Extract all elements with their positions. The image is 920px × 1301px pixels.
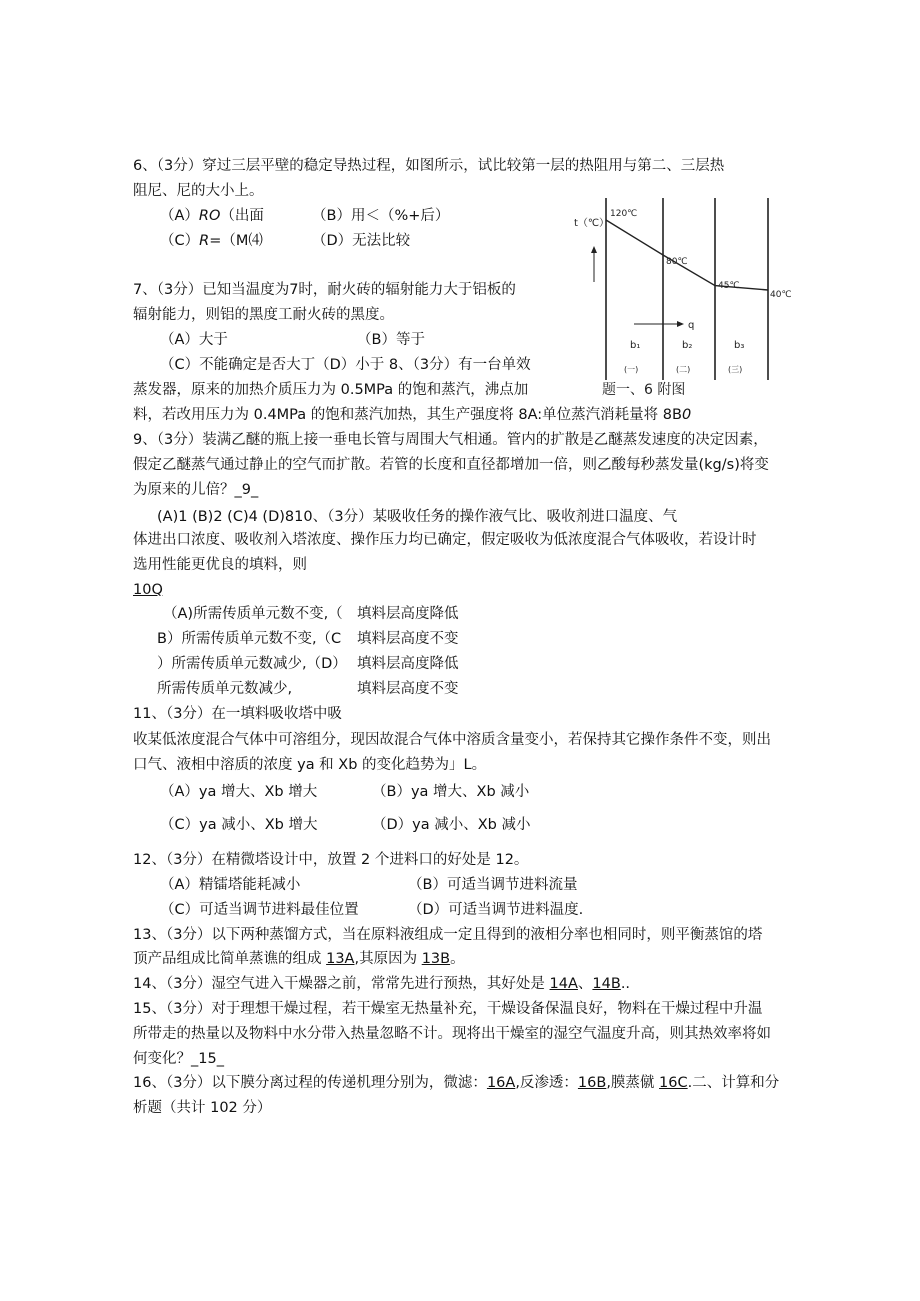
- blank-13a: 13A: [326, 951, 355, 967]
- q6-line1: 6、（3分）穿过三层平壁的稳定导热过程，如图所示，试比较第一层的热阻用与第二、三层热: [133, 158, 725, 174]
- q7-option-a: （A）大于: [160, 332, 228, 348]
- heat-flow-label: q: [688, 320, 695, 331]
- q16-line2: 析题（共计 102 分）: [133, 1100, 272, 1116]
- figure-caption: 题一、6 附图: [602, 382, 686, 398]
- layer-mark-3: (三): [728, 365, 743, 374]
- layer-label-b1: b₁: [630, 340, 641, 351]
- q10-opt-r3a: ）所需传质单元数减少,（D）: [157, 656, 347, 672]
- q10-opt-r1a: （A)所需传质单元数不变,（: [163, 606, 343, 622]
- q10-opt-r3b: 填料层高度降低: [357, 656, 459, 672]
- q12-line1: 12、（3分）在精微塔设计中，放置 2 个进料口的好处是 12。: [133, 852, 529, 868]
- blank-14b: 14B: [592, 976, 621, 992]
- q13-line2: 顶产品组成比简单蒸谯的组成 13A,其原因为 13B。: [133, 951, 465, 967]
- q10-opt-r2a: B）所需传质单元数不变,（C: [157, 631, 342, 647]
- q12-option-b: （B）可适当调节进料流量: [408, 877, 578, 893]
- q14-line: 14、（3分）湿空气进入干燥器之前，常常先进行预热，其好处是 14A、14B..: [133, 976, 631, 992]
- q10-blank: 10Q: [133, 582, 163, 598]
- q11-option-a: （A）ya 增大、Xb 增大: [160, 784, 318, 800]
- blank-16a: 16A: [486, 1075, 516, 1091]
- q11-line1: 11、（3分）在一填料吸收塔中吸: [133, 706, 342, 722]
- temperature-profile-line: [606, 220, 768, 290]
- three-layer-wall-figure: [572, 190, 802, 405]
- blank-16b: 16B: [577, 1075, 607, 1091]
- t-axis-label: t（℃）: [574, 218, 610, 229]
- temp-label-120: 120℃: [610, 209, 638, 219]
- q15-line3: 何变化？_15_: [133, 1051, 224, 1067]
- q8-line5: 料，若改用压力为 0.4MPa 的饱和蒸汽加热，其生产强度将 8A:单位蒸汽消耗量将 8B0: [133, 407, 692, 423]
- q10-line5: 选用性能更优良的填料，则: [133, 557, 307, 573]
- q11-line2: 收某低浓度混合气体中可溶组分，现因故混合气体中溶质含量变小，若保持其它操作条件不变，则出: [133, 732, 771, 748]
- q12-option-d: （D）可适当调节进料温度.: [408, 902, 584, 918]
- q9-line3: 为原来的儿倍？_9_: [133, 482, 259, 498]
- blank-13b: 13B: [421, 951, 451, 967]
- q11-option-b: （B）ya 增大、Xb 减小: [372, 784, 530, 800]
- q7-line2: 辐射能力，则铝的黑度工耐火砖的黑度。: [133, 307, 394, 323]
- layer-mark-2: (二): [676, 365, 691, 374]
- q13-line1: 13、（3分）以下两种蒸馏方式，当在原料液组成一定且得到的液相分率也相同时，则平衡蒸馆的塔: [133, 927, 763, 943]
- q9-line2: 假定乙醚蒸气通过静止的空气而扩散。若管的长度和直径都增加一倍，则乙酸每秒蒸发量(kg∕s)将变: [133, 457, 769, 473]
- q10-line4: 体进出口浓度、吸收剂入塔浓度、操作压力均已确定，假定吸收为低浓度混合气体吸收，若设计时: [133, 532, 757, 548]
- t-axis-arrowhead: [591, 246, 597, 253]
- q6-option-c: （C）R=（M⑷: [160, 233, 263, 249]
- temp-label-45: 45℃: [718, 281, 740, 291]
- q11-option-d: （D）ya 减小、Xb 减小: [372, 817, 531, 833]
- q7-option-b: （B）等于: [357, 332, 425, 348]
- blank-14a: 14A: [549, 976, 578, 992]
- q15-line1: 15、（3分）对于理想干燥过程，若干燥室无热量补充，干燥设备保温良好，物料在干燥过程中升温: [133, 1001, 763, 1017]
- q7-line1: 7、（3分）已知当温度为7时，耐火砖的辐射能力大于铝板的: [133, 282, 516, 298]
- q12-option-c: （C）可适当调节进料最佳位置: [160, 902, 359, 918]
- q7-line3: （C）不能确定是否大丁（D）小于 8、（3分）有一台单效: [160, 357, 531, 373]
- q10-opt-r1b: 填料层高度降低: [357, 606, 459, 622]
- q6-option-b: （B）用＜（%+后）: [312, 208, 450, 224]
- q11-option-c: （C）ya 减小、Xb 增大: [160, 817, 318, 833]
- q12-option-a: （A）精镭塔能耗减小: [160, 877, 301, 893]
- q9-options: (A)1 (B)2 (C)4 (D)810、（3分）某吸收任务的操作液气比、吸收剂进口温度、气: [157, 509, 678, 525]
- layer-mark-1: (一): [624, 365, 639, 374]
- q11-line3: 口气、液相中溶质的浓度 ya 和 Xb 的变化趋势为」L。: [133, 757, 487, 773]
- q16-line1: 16、（3分）以下膜分离过程的传递机理分别为，微滤：16A,反渗透：16B,膜蒸僦 16C.二、计算和分: [133, 1075, 780, 1091]
- heat-flow-arrowhead: [677, 321, 684, 327]
- q15-line2: 所带走的热量以及物料中水分带入热量忽略不计。现将出干燥室的湿空气温度升高，则其热效率将如: [133, 1026, 771, 1042]
- q8-line4: 蒸发器，原来的加热介质压力为 0.5MPa 的饱和蒸汽，沸点加: [133, 382, 529, 398]
- q10-opt-r2b: 填料层高度不变: [357, 631, 459, 647]
- temp-label-40: 40℃: [770, 290, 792, 300]
- q9-line1: 9、（3分）装满乙醚的瓶上接一垂电长管与周围大气相通。管内的扩散是乙醚蒸发速度的决定因素，: [133, 432, 768, 448]
- blank-16c: 16C: [659, 1075, 688, 1091]
- layer-label-b3: b₃: [734, 340, 745, 351]
- q6-option-d: （D）无法比较: [312, 233, 411, 249]
- temp-label-80: 80℃: [666, 257, 688, 267]
- q6-option-a: （A）RO（出面: [160, 208, 264, 224]
- q10-opt-r4b: 填料层高度不变: [357, 681, 459, 697]
- q10-opt-r4a: 所需传质单元数减少,: [157, 681, 293, 697]
- layer-label-b2: b₂: [682, 340, 693, 351]
- q6-line2: 阻尼、尼的大小上。: [133, 183, 264, 199]
